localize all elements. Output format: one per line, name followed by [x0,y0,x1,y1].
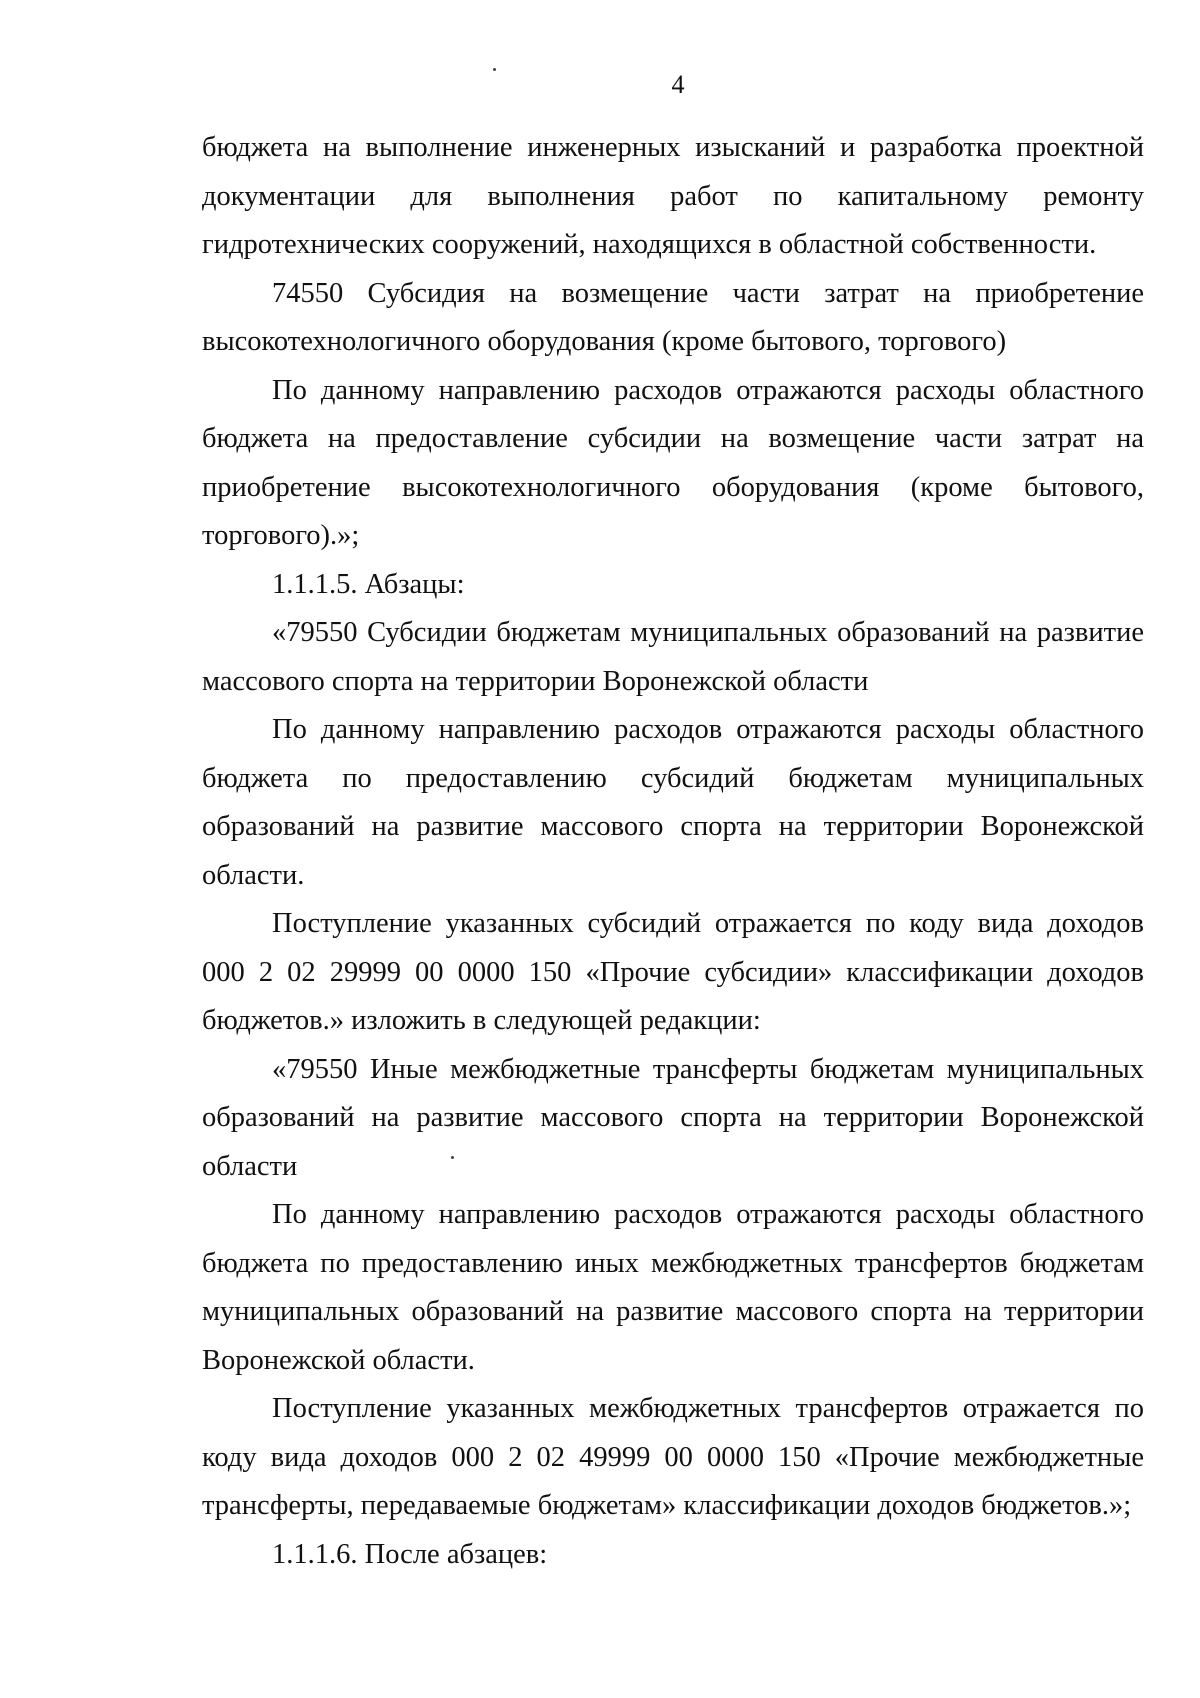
paragraph-transfer-79550-title-new: «79550 Иные межбюджетные трансферты бюджетам муниципальных образований на развитие массового спорта на территории Воронежской области [202,1053,1144,1182]
paragraph-continuation: бюджета на выполнение инженерных изысканий и разработка проектной документации для выполнения работ по капитальному ремонту гидротехнических сооружений, находящихся в областной собственности. [202,132,1144,260]
scan-speck [451,1156,454,1159]
paragraph-transfer-79550-description-new: По данному направлению расходов отражаются расходы областного бюджета по предоставлению иных межбюджетных трансфертов бюджетам муниципальных образований на развитие массового спорта на территории Воронежской области. [202,1199,1144,1376]
paragraph-subsidy-79550-title-old: «79550 Субсидии бюджетам муниципальных образований на развитие массового спорта на территории Воронежской области [202,617,1144,697]
paragraph-subsidy-74550-description: По данному направлению расходов отражаются расходы областного бюджета на предоставление субсидии на возмещение части затрат на приобретение высокотехнологичного оборудования (кроме бытового, торгового).»; [202,374,1144,551]
document-body [202,124,1144,1579]
paragraph-transfer-79550-income-new: Поступление указанных межбюджетных трансфертов отражается по коду вида доходов 000 2 02 49999 00 0000 150 «Прочие межбюджетные трансферты, передаваемые бюджетам» классификации доходов бюджетов.»; [202,1393,1144,1521]
paragraph-subsidy-74550-title: 74550 Субсидия на возмещение части затрат на приобретение высокотехнологичного оборудования (кроме бытового, торгового) [202,277,1144,357]
paragraph-section-1-1-1-6: 1.1.1.6. После абзацев: [272,1538,548,1570]
scan-speck [493,68,496,71]
paragraph-section-1-1-1-5: 1.1.1.5. Абзацы: [272,568,465,600]
page-number: 4 [671,70,685,99]
paragraph-subsidy-79550-description-old: По данному направлению расходов отражаются расходы областного бюджета по предоставлению субсидий бюджетам муниципальных образований на развитие массового спорта на территории Воронежской области. [202,714,1144,891]
paragraph-subsidy-79550-income-old: Поступление указанных субсидий отражается по коду вида доходов 000 2 02 29999 00 0000 150 «Прочие субсидии» классификации доходов бюджетов.» изложить в следующей редакции: [202,908,1144,1036]
